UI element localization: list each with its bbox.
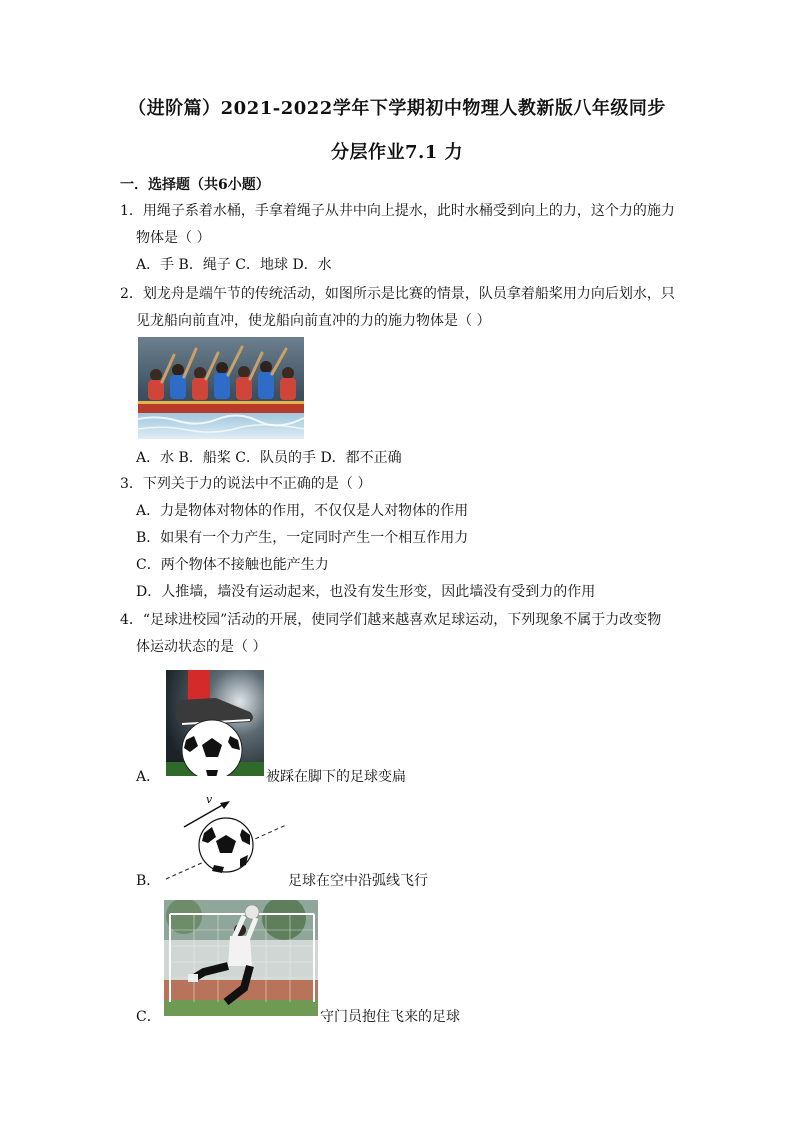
- question-2-text-line-1: 2．划龙舟是端午节的传统活动，如图所示是比赛的情景，队员拿着船桨用力向后划水，只: [120, 286, 675, 302]
- question-1-text-line-1: 1．用绳子系着水桶，手拿着绳子从井中向上提水，此时水桶受到向上的力，这个力的施力: [120, 203, 675, 219]
- option-a-caption: 被踩在脚下的足球变扁: [266, 769, 406, 785]
- question-3-option-a: A．力是物体对物体的作用，不仅仅是人对物体的作用: [136, 503, 469, 519]
- velocity-label: v: [206, 795, 213, 806]
- document-title-line-1: （进阶篇）2021-2022学年下学期初中物理人教新版八年级同步: [128, 98, 666, 119]
- ball-under-foot-image: [166, 670, 264, 776]
- option-b-label: B．: [136, 873, 161, 889]
- question-1-text-line-2: 物体是（ ）: [136, 230, 211, 246]
- question-3-option-d: D．人推墙，墙没有运动起来，也没有发生形变，因此墙没有受到力的作用: [136, 584, 596, 600]
- question-3-text: 3．下列关于力的说法中不正确的是（ ）: [120, 476, 372, 492]
- section-heading: 一．选择题（共6小题）: [120, 177, 270, 193]
- option-c-caption: 守门员抱住飞来的足球: [320, 1009, 460, 1025]
- goalkeeper-catching-ball-image: [164, 900, 318, 1016]
- question-3-option-b: B．如果有一个力产生，一定同时产生一个相互作用力: [136, 530, 469, 546]
- option-b-caption: 足球在空中沿弧线飞行: [288, 873, 428, 889]
- dragon-boat-race-image: [138, 337, 304, 439]
- question-3-option-c: C．两个物体不接触也能产生力: [136, 557, 329, 573]
- question-2-options: A．水 B．船桨 C．队员的手 D．都不正确: [136, 450, 402, 466]
- question-4-text-line-1: 4．“足球进校园”活动的开展，使同学们越来越喜欢足球运动，下列现象不属于力改变物: [120, 612, 662, 628]
- option-c-label: C．: [136, 1009, 161, 1025]
- option-a-label: A．: [136, 769, 161, 785]
- ball-in-flight-diagram: [160, 795, 288, 883]
- question-4-text-line-2: 体运动状态的是（ ）: [136, 639, 267, 655]
- question-1-options: A．手 B．绳子 C．地球 D．水: [136, 257, 332, 273]
- question-2-text-line-2: 见龙船向前直冲，使龙船向前直冲的力的施力物体是（ ）: [136, 313, 491, 329]
- document-title-line-2: 分层作业7.1 力: [330, 142, 464, 163]
